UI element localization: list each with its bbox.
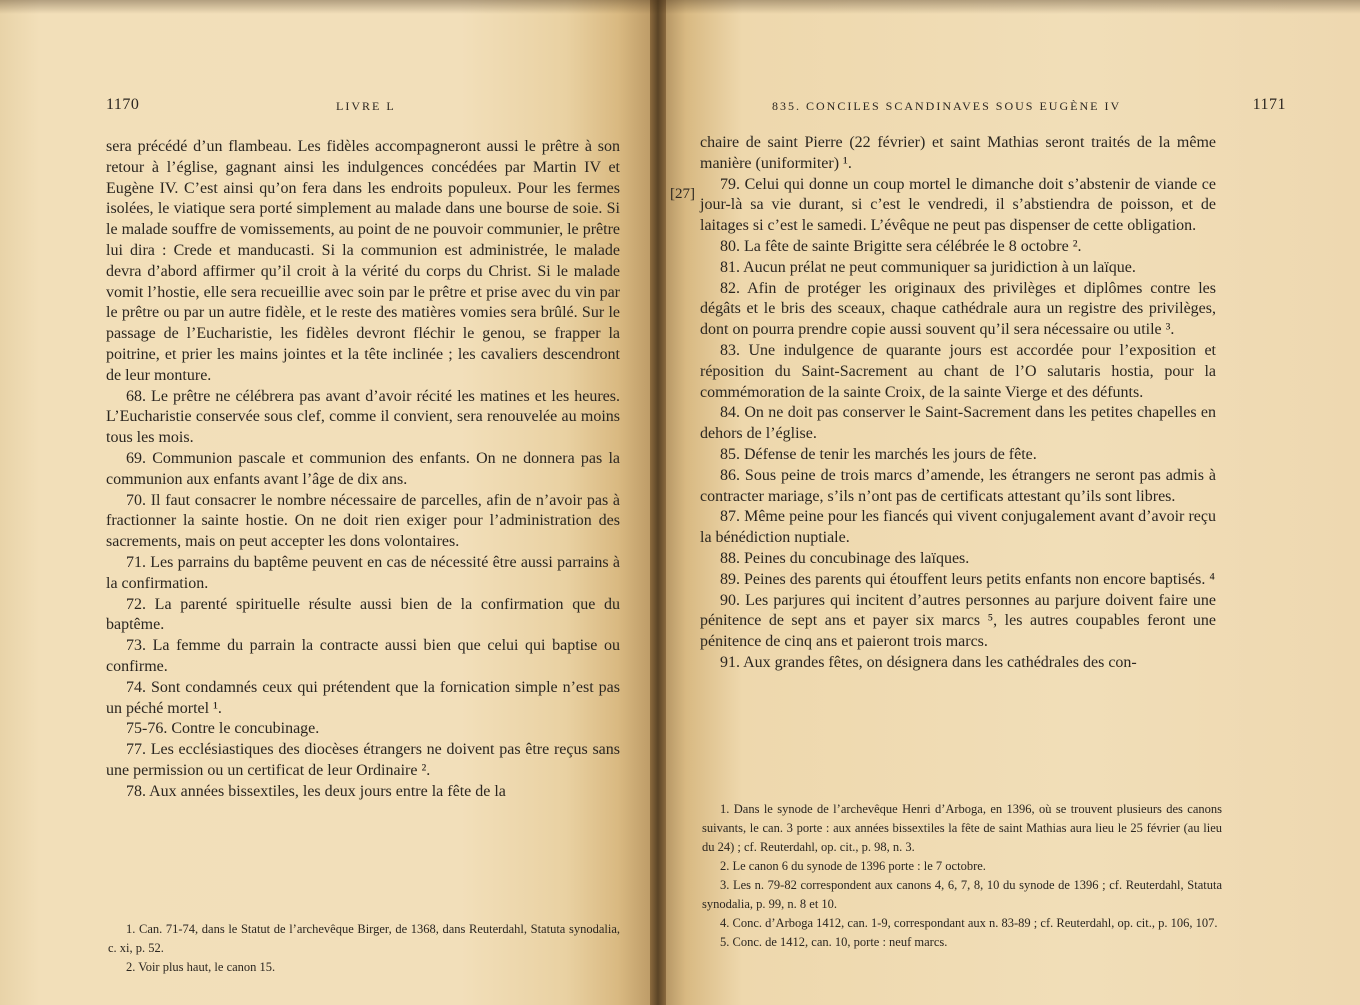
- top-shadow: [0, 0, 1360, 14]
- paragraph: 75-76. Contre le concubinage.: [126, 720, 320, 738]
- paragraph: 77. Les ecclésiastiques des diocèses étrangers ne doivent pas être reçus sans une permission ou un certificat de leur Ordinaire ².: [106, 741, 620, 779]
- left-page: [0, 0, 658, 1005]
- paragraph: 86. Sous peine de trois marcs d’amende, les étrangers ne seront pas admis à contracter mariage, s’ils n’ont pas de certificats attestant qu’ils sont libres.: [700, 466, 1216, 505]
- right-page-number: 1171: [1252, 96, 1286, 113]
- footnote: 3. Les n. 79-82 correspondent aux canons 4, 6, 7, 8, 10 du synode de 1396 ; cf. Reuterdahl, Statuta synodalia, p. 99, n. 8 et 10.: [702, 878, 1222, 911]
- left-page-number: 1170: [106, 96, 140, 113]
- paragraph: chaire de saint Pierre (22 février) et saint Mathias seront traités de la même manière (uniformiter) ¹.: [700, 134, 1216, 172]
- paragraph: 87. Même peine pour les fiancés qui vivent conjugalement avant d’avoir reçu la bénédiction nuptiale.: [700, 508, 1216, 547]
- paragraph: 88. Peines du concubinage des laïques.: [720, 549, 970, 567]
- margin-note: [27]: [670, 186, 695, 202]
- paragraph: 90. Les parjures qui incitent d’autres personnes au parjure doivent faire une pénitence de sept ans et payer six marcs ⁵, les autres coupables feront une pénitence de cinq ans et paieront trois marcs.: [700, 591, 1216, 651]
- footnote: 2. Voir plus haut, le canon 15.: [126, 960, 276, 974]
- paragraph: 85. Défense de tenir les marchés les jours de fête.: [720, 445, 1037, 463]
- left-running-title: LIVRE L: [336, 99, 396, 113]
- footnote: 1. Dans le synode de l’archevêque Henri d’Arboga, en 1396, où se trouvent plusieurs des canons suivants, le can. 3 porte : aux années bissextiles la fête de saint Mathias aura lieu le 25 février (au lieu du 24) ; cf. Reuterdahl, op. cit., p. 98, n. 3.: [702, 802, 1222, 854]
- paragraph: 84. On ne doit pas conserver le Saint-Sacrement dans les petites chapelles en dehors de l’église.: [700, 404, 1216, 443]
- right-running-title: 835. CONCILES SCANDINAVES SOUS EUGÈNE IV: [772, 99, 1122, 113]
- paragraph: 81. Aucun prélat ne peut communiquer sa juridiction à un laïque.: [720, 258, 1136, 276]
- paragraph: 69. Communion pascale et communion des enfants. On ne donnera pas la communion aux enfants avant l’âge de dix ans.: [106, 449, 620, 488]
- paragraph: 74. Sont condamnés ceux qui prétendent que la fornication simple n’est pas un péché mortel ¹.: [106, 678, 620, 717]
- footnote: 2. Le canon 6 du synode de 1396 porte : le 7 octobre.: [720, 859, 986, 873]
- paragraph: 82. Afin de protéger les originaux des privilèges et diplômes contre les dégâts et le bris des sceaux, chaque cathédrale aura un registre des privilèges, dont on pourra prendre copie aussi souvent qu’il sera nécessaire ou utile ³.: [700, 279, 1216, 339]
- right-body-text: [700, 133, 1216, 674]
- paragraph: 91. Aux grandes fêtes, on désignera dans les cathédrales des con-: [720, 653, 1137, 671]
- paragraph: 79. Celui qui donne un coup mortel le dimanche doit s’abstenir de viande ce jour-là sa vie durant, si c’est le vendredi, il s’abstiendra de poisson, et de laitages si c’est le samedi. L’évêque ne peut pas dispenser de cette obligation.: [700, 175, 1216, 235]
- paragraph: 71. Les parrains du baptême peuvent en cas de nécessité être aussi parrains à la confirmation.: [106, 553, 620, 592]
- footnote: 5. Conc. de 1412, can. 10, porte : neuf marcs.: [720, 935, 948, 949]
- book-spine: [650, 0, 666, 1005]
- paragraph: 78. Aux années bissextiles, les deux jours entre la fête de la: [126, 782, 506, 800]
- right-footnotes: [702, 800, 1222, 952]
- paragraph: 80. La fête de sainte Brigitte sera célébrée le 8 octobre ².: [720, 237, 1082, 255]
- footnote: 4. Conc. d’Arboga 1412, can. 1-9, correspondant aux n. 83-89 ; cf. Reuterdahl, op. cit., p. 106, 107.: [720, 916, 1218, 930]
- right-page: [658, 0, 1360, 1005]
- paragraph: 68. Le prêtre ne célébrera pas avant d’avoir récité les matines et les heures. L’Eucharistie conservée sous clef, comme il convient, sera renouvelée au moins tous les mois.: [106, 387, 620, 447]
- paragraph: 83. Une indulgence de quarante jours est accordée pour l’exposition et réposition du Saint-Sacrement au chant de l’O salutaris hostia, pour la commémoration de la sainte Croix, de la sainte Vierge et des défunts.: [700, 341, 1216, 401]
- footnote: 1. Can. 71-74, dans le Statut de l’archevêque Birger, de 1368, dans Reuterdahl, Statuta synodalia, c. xi, p. 52.: [108, 922, 620, 955]
- paragraph: 72. La parenté spirituelle résulte aussi bien de la confirmation que du baptême.: [106, 595, 620, 634]
- left-body-text: [106, 137, 620, 803]
- paragraph: 89. Peines des parents qui étouffent leurs petits enfants non encore baptisés. ⁴: [720, 570, 1215, 588]
- paragraph: 70. Il faut consacrer le nombre nécessaire de parcelles, afin de n’avoir pas à fractionner la sainte hostie. On ne doit rien exiger pour l’administration des sacrements, mais on peut accepter les dons volontaires.: [106, 491, 620, 551]
- paragraph: sera précédé d’un flambeau. Les fidèles accompagneront aussi le prêtre à son retour à l’église, gagnant ainsi les indulgences concédées par Martin IV et Eugène IV. C’est ainsi qu’on fera dans les endroits populeux. Pour les fermes isolées, le viatique sera porté simplement au malade dans une bourse de soie. Si le malade souffre de vomissements, au point de ne pouvoir communier, le prêtre lui dira : Crede et manducasti. Si la communion est administrée, le malade devra d’abord affirmer qu’il croit à la vérité du corps du Christ. Si le malade vomit l’hostie, elle sera recueillie avec soin par le prêtre et prise avec du vin par le prêtre ou par un autre fidèle, et le reste des matières vomies sera brûlé. Sur le passage de l’Eucharistie, les fidèles devront fléchir le genou, se frapper la poitrine, et prier les mains jointes et la tête inclinée ; les cavaliers descendront de leur monture.: [106, 138, 620, 384]
- left-footnotes: [108, 920, 620, 977]
- paragraph: 73. La femme du parrain la contracte aussi bien que celui qui baptise ou confirme.: [106, 637, 620, 675]
